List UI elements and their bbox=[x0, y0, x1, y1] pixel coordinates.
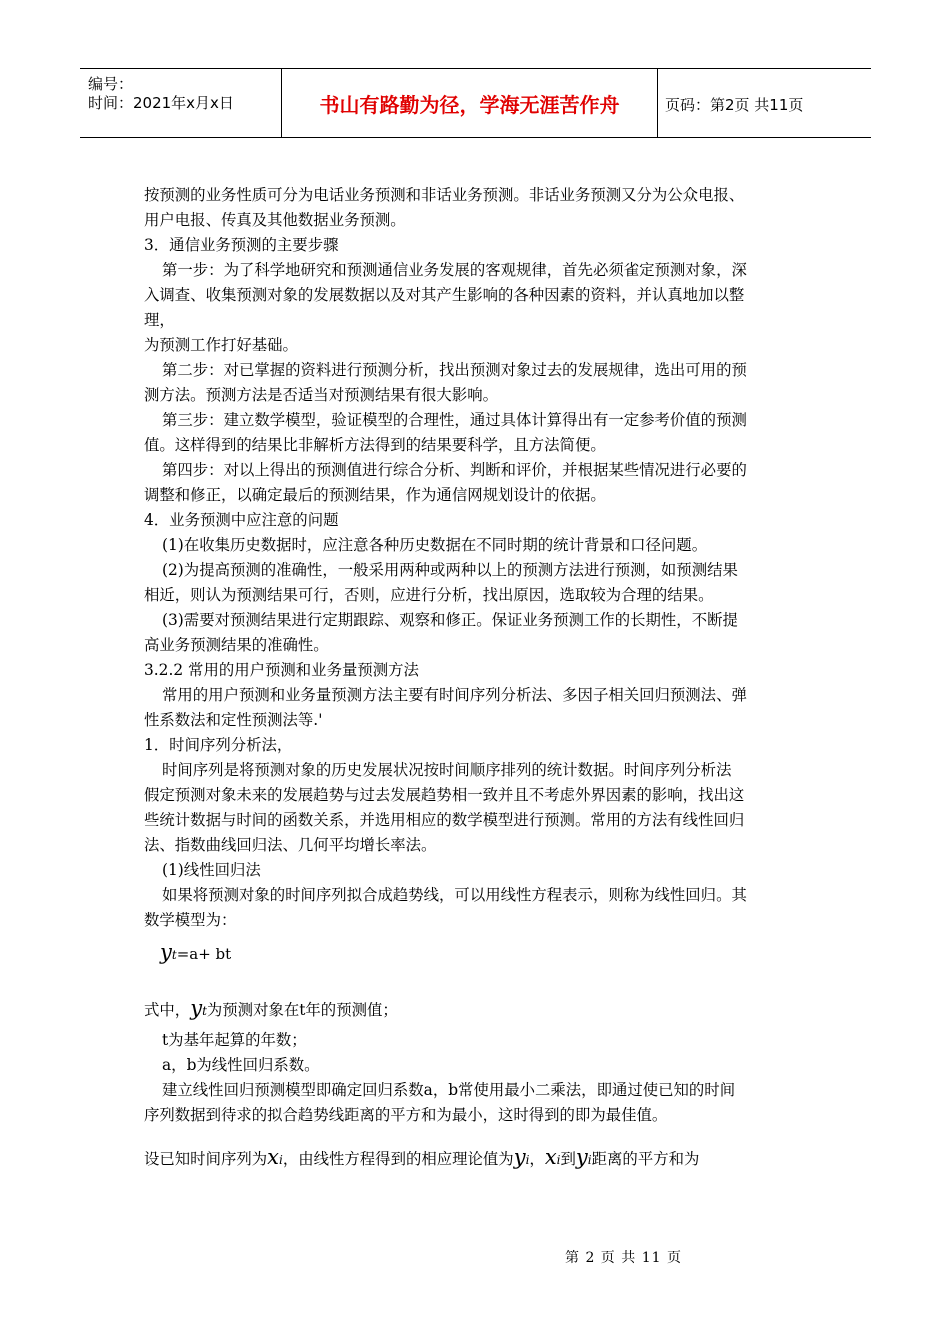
text-line: 数学模型为： bbox=[144, 911, 237, 929]
text-line: 假定预测对象未来的发展趋势与过去发展趋势相一致并且不考虑外界因素的影响，找出这 bbox=[144, 786, 745, 804]
desc-lead: 式中， bbox=[144, 1001, 191, 1019]
text-line: (3)需要对预测结果进行定期跟踪、观察和修正。保证业务预测工作的长期性，不断提 bbox=[162, 611, 738, 629]
desc-var: y bbox=[190, 996, 203, 1020]
section-heading: 4．业务预测中应注意的问题 bbox=[144, 511, 339, 529]
formula-var: y bbox=[160, 940, 172, 964]
last-text-3: ， bbox=[529, 1150, 545, 1168]
math-x: x bbox=[267, 1145, 279, 1169]
text-line: 理， bbox=[144, 311, 175, 329]
desc-sub: t bbox=[202, 1004, 207, 1018]
text-line: 第四步：对以上得出的预测值进行综合分析、判断和评价，并根据某些情况进行必要的 bbox=[162, 461, 747, 479]
page-footer: 第 2 页 共 11 页 bbox=[565, 1250, 682, 1266]
text-line: 相近，则认为预测结果可行，否则，应进行分析，找出原因，选取较为合理的结果。 bbox=[144, 586, 714, 604]
header-motto: 书山有路勤为径，学海无涯苦作舟 bbox=[282, 69, 658, 137]
header-page-info: 页码：第2页 共11页 bbox=[665, 96, 804, 114]
text-line: 第二步：对已掌握的资料进行预测分析，找出预测对象过去的发展规律，选出可用的预 bbox=[162, 361, 747, 379]
formula-sub: t bbox=[171, 948, 177, 962]
text-line: 调整和修正，以确定最后的预测结果，作为通信网规划设计的依据。 bbox=[144, 486, 606, 504]
formula-rest: =a+ bt bbox=[176, 945, 232, 963]
math-y: y bbox=[513, 1145, 526, 1169]
header-info-cell bbox=[80, 69, 282, 137]
formula-description bbox=[144, 997, 398, 1022]
text-line: (1)在收集历史数据时，应注意各种历史数据在不同时期的统计背景和口径问题。 bbox=[162, 536, 708, 554]
math-y: y bbox=[575, 1145, 588, 1169]
text-line: 常用的用户预测和业务量预测方法主要有时间序列分析法、多因子相关回归预测法、弹 bbox=[162, 686, 747, 704]
math-i: i bbox=[278, 1153, 283, 1167]
text-line: 性系数法和定性预测法等.' bbox=[144, 711, 323, 729]
page-header bbox=[80, 68, 871, 138]
text-line: a，b为线性回归系数。 bbox=[162, 1056, 320, 1074]
text-line: 入调查、收集预测对象的发展数据以及对其产生影响的各种因素的资料，并认真地加以整 bbox=[144, 286, 745, 304]
text-line: (2)为提高预测的准确性，一般采用两种或两种以上的预测方法进行预测，如预测结果 bbox=[162, 561, 738, 579]
text-line: 按预测的业务性质可分为电话业务预测和非话业务预测。非话业务预测又分为公众电报、 bbox=[144, 186, 745, 204]
desc-text: 为预测对象在t年的预测值； bbox=[206, 1001, 398, 1019]
text-line-with-math bbox=[144, 1146, 699, 1171]
text-line: 序列数据到待求的拟合趋势线距离的平方和为最小，这时得到的即为最佳值。 bbox=[144, 1106, 668, 1124]
text-line: 法、指数曲线回归法、几何平均增长率法。 bbox=[144, 836, 437, 854]
text-line: 用户电报、传真及其他数据业务预测。 bbox=[144, 211, 406, 229]
text-line: 建立线性回归预测模型即确定回归系数a，b常使用最小二乘法，即通过使已知的时间 bbox=[162, 1081, 736, 1099]
math-x: x bbox=[544, 1145, 557, 1169]
section-heading: 1．时间序列分析法， bbox=[144, 736, 293, 754]
last-text-5: 距离的平方和为 bbox=[591, 1150, 700, 1168]
time-label: 时间：2021年x月x日 bbox=[88, 94, 234, 112]
text-line: 如果将预测对象的时间序列拟合成趋势线，可以用线性方程表示，则称为线性回归。其 bbox=[162, 886, 747, 904]
text-line: 为预测工作打好基础。 bbox=[144, 336, 298, 354]
text-line: 高业务预测结果的准确性。 bbox=[144, 636, 329, 654]
last-text-2: ，由线性方程得到的相应理论值为 bbox=[282, 1150, 514, 1168]
math-i: i bbox=[556, 1153, 561, 1167]
text-line: 测方法。预测方法是否适当对预测结果有很大影响。 bbox=[144, 386, 498, 404]
text-line: 些统计数据与时间的函数关系，并选用相应的数学模型进行预测。常用的方法有线性回归 bbox=[144, 811, 745, 829]
text-line: t为基年起算的年数； bbox=[162, 1031, 307, 1049]
subsection-heading: (1)线性回归法 bbox=[162, 861, 261, 879]
text-line: 第一步：为了科学地研究和预测通信业务发展的客观规律，首先必须雀定预测对象，深 bbox=[162, 261, 747, 279]
text-line: 值。这样得到的结果比非解析方法得到的结果要科学，且方法简便。 bbox=[144, 436, 606, 454]
text-line: 第三步：建立数学模型，验证模型的合理性，通过具体计算得出有一定参考价值的预测 bbox=[162, 411, 747, 429]
last-text-1: 设已知时间序列为 bbox=[144, 1150, 268, 1168]
section-heading: 3．通信业务预测的主要步骤 bbox=[144, 236, 339, 254]
math-i: i bbox=[587, 1153, 592, 1167]
number-label: 编号： bbox=[88, 75, 134, 93]
linear-regression-formula bbox=[160, 940, 231, 964]
last-text-4: 到 bbox=[560, 1150, 576, 1168]
section-heading: 3.2.2 常用的用户预测和业务量预测方法 bbox=[144, 661, 419, 679]
text-line: 时间序列是将预测对象的历史发展状况按时间顺序排列的统计数据。时间序列分析法 bbox=[162, 761, 732, 779]
math-i: i bbox=[525, 1153, 530, 1167]
